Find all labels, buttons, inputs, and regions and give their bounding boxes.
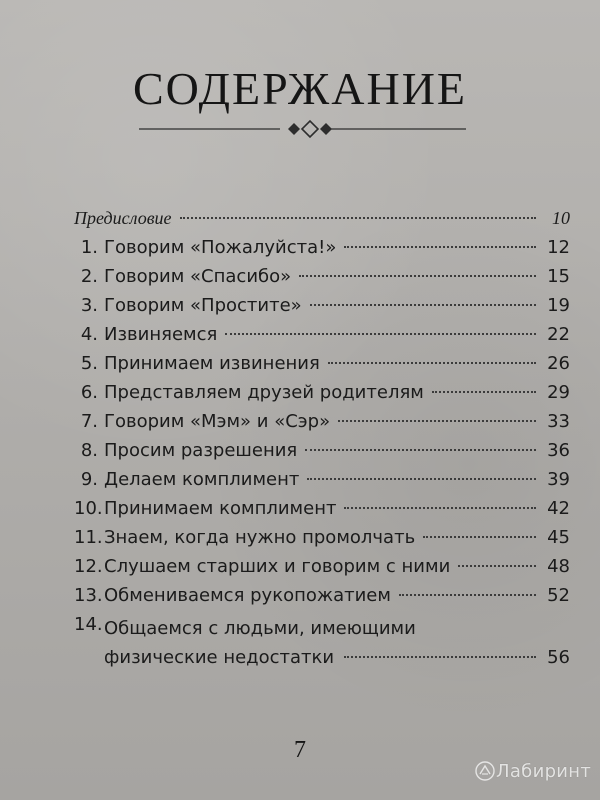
page-number: 7 — [294, 737, 306, 763]
toc-item — [74, 614, 570, 672]
toc-item-page: 39 — [547, 469, 570, 490]
toc-leader-dots — [458, 565, 536, 567]
toc-item-label: Слушаем старших и говорим с ними — [104, 556, 451, 577]
toc-item-label: Предисловие — [74, 208, 172, 228]
toc-leader-dots — [338, 420, 536, 422]
toc-item-number: 11. — [74, 527, 103, 548]
toc-item-label: Знаем, когда нужно промолчать — [104, 527, 416, 548]
toc-item-label-line-2-row — [104, 643, 570, 672]
toc-item-number: 9. — [80, 469, 98, 490]
toc-leader-dots — [344, 656, 536, 658]
toc-leader-dots — [328, 362, 536, 364]
toc-item-number: 1. — [80, 237, 98, 258]
toc-item — [74, 208, 570, 237]
toc-item — [74, 469, 570, 498]
toc-item-number: 6. — [80, 382, 98, 403]
toc-item — [74, 498, 570, 527]
toc-leader-dots — [310, 304, 536, 306]
labirint-watermark — [474, 760, 592, 788]
toc-item — [74, 527, 570, 556]
toc-leader-dots — [305, 449, 536, 451]
toc-item — [74, 382, 570, 411]
toc-item — [74, 266, 570, 295]
maze-logo-icon — [474, 760, 496, 782]
toc-item-label: Обмениваемся рукопожатием — [104, 585, 391, 606]
toc-item-number: 4. — [80, 324, 98, 345]
toc-leader-dots — [432, 391, 536, 393]
toc-item-number: 3. — [80, 295, 98, 316]
toc-leader-dots — [344, 246, 536, 248]
toc-item — [74, 585, 570, 614]
toc-item — [74, 324, 570, 353]
toc-item-label: Просим разрешения — [104, 440, 298, 461]
toc-item-label: Говорим «Мэм» и «Сэр» — [104, 411, 331, 432]
toc-item-label-line-2: физические недостатки — [104, 647, 335, 668]
toc-item-label-line-1: Общаемся с людьми, имеющими — [104, 618, 416, 639]
toc-item-page: 29 — [547, 382, 570, 403]
toc-item-number: 2. — [80, 266, 98, 287]
toc-item — [74, 411, 570, 440]
toc-item — [74, 556, 570, 585]
table-of-contents — [74, 208, 570, 672]
toc-item-page: 48 — [547, 556, 570, 577]
toc-item-number: 10. — [74, 498, 103, 519]
toc-item-label: Делаем комплимент — [104, 469, 300, 490]
toc-leader-dots — [423, 536, 536, 538]
toc-item — [74, 440, 570, 469]
toc-item-page: 45 — [547, 527, 570, 548]
toc-leader-dots — [299, 275, 536, 277]
toc-leader-dots — [307, 478, 536, 480]
title-ornament-icon — [139, 118, 466, 140]
toc-leader-dots — [399, 594, 536, 596]
toc-leader-dots — [180, 217, 536, 219]
toc-item-page: 19 — [547, 295, 570, 316]
toc-item-page: 26 — [547, 353, 570, 374]
toc-item-page: 36 — [547, 440, 570, 461]
toc-item-page: 15 — [547, 266, 570, 287]
toc-item-number: 12. — [74, 556, 103, 577]
toc-item — [74, 295, 570, 324]
toc-item-label: Говорим «Спасибо» — [104, 266, 292, 287]
toc-item-label: Принимаем комплимент — [104, 498, 337, 519]
toc-item-page: 10 — [552, 208, 570, 228]
toc-leader-dots — [344, 507, 536, 509]
toc-item-page: 56 — [547, 647, 570, 668]
toc-leader-dots — [225, 333, 536, 335]
toc-item-label: Принимаем извинения — [104, 353, 320, 374]
toc-item-number: 7. — [80, 411, 98, 432]
toc-item-page: 33 — [547, 411, 570, 432]
toc-item-number: 8. — [80, 440, 98, 461]
toc-item — [74, 353, 570, 382]
toc-item-number: 13. — [74, 585, 103, 606]
watermark-text: Лабиринт — [496, 761, 592, 782]
toc-item-label: Говорим «Пожалуйста!» — [104, 237, 337, 258]
toc-item-page: 12 — [547, 237, 570, 258]
toc-item-label: Представляем друзей родителям — [104, 382, 424, 403]
toc-item-page: 42 — [547, 498, 570, 519]
toc-item-page: 52 — [547, 585, 570, 606]
toc-item-page: 22 — [547, 324, 570, 345]
toc-item-label: Говорим «Простите» — [104, 295, 302, 316]
toc-item — [74, 237, 570, 266]
toc-item-label-wrap — [104, 614, 570, 672]
toc-item-label: Извиняемся — [104, 324, 218, 345]
toc-item-number: 14. — [74, 614, 103, 635]
page-title: СОДЕРЖАНИЕ — [132, 63, 468, 114]
toc-item-number: 5. — [80, 353, 98, 374]
